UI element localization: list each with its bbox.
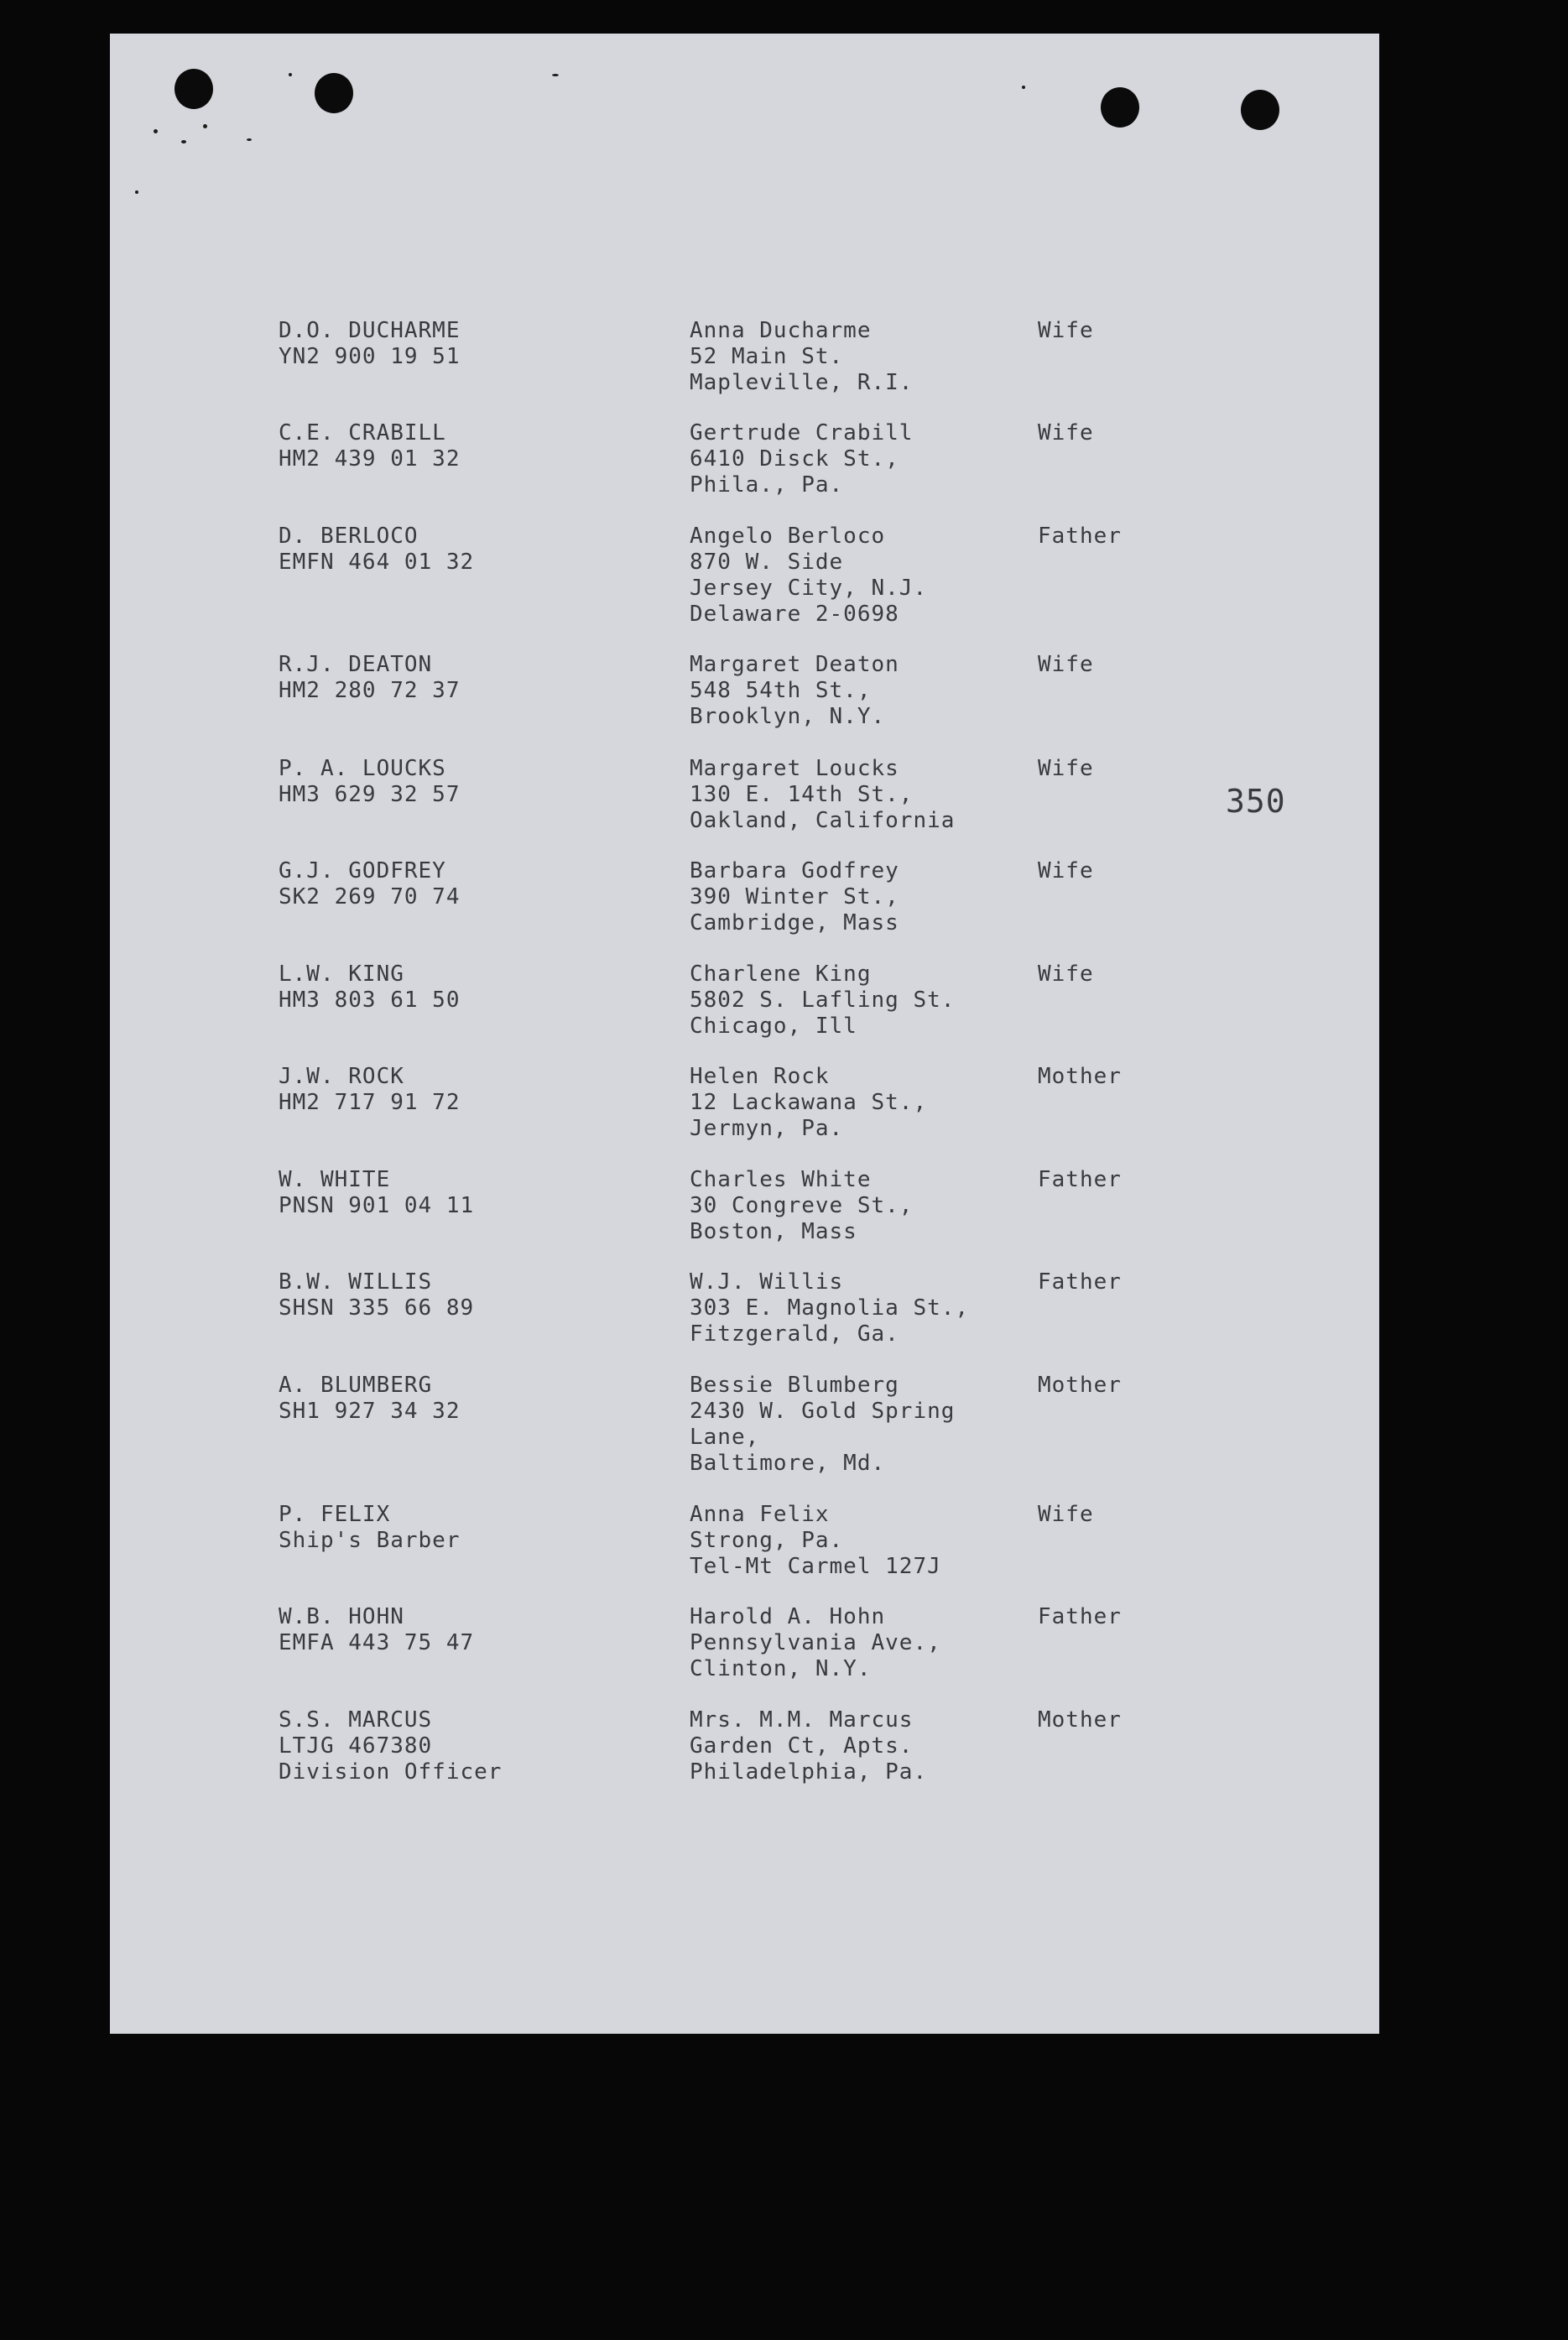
relationship-column — [1038, 756, 1094, 782]
paper-sheet — [110, 34, 1379, 2034]
next-of-kin-name: Mrs. M.M. Marcus — [690, 1707, 914, 1733]
next-of-kin-name: Margaret Loucks — [690, 756, 899, 781]
next-of-kin-name: Margaret Deaton — [690, 652, 899, 677]
sailor-rate-service-number: YN2 900 19 51 — [279, 344, 461, 369]
relationship-column — [1038, 962, 1094, 988]
relationship-column — [1038, 1373, 1122, 1399]
sailor-rate-service-number: HM2 439 01 32 — [279, 446, 461, 472]
sailor-rate-service-number: HM2 717 91 72 — [279, 1090, 461, 1115]
sailor-name: W. WHITE — [279, 1167, 391, 1192]
relationship: Wife — [1038, 652, 1094, 677]
next-of-kin-address-line: 12 Lackawana St., — [690, 1090, 928, 1115]
next-of-kin-address-line: Garden Ct, Apts. — [690, 1733, 914, 1759]
sailor-rate-service-number: SK2 269 70 74 — [279, 884, 461, 909]
punch-hole — [175, 69, 213, 109]
relationship: Wife — [1038, 1502, 1094, 1527]
relationship: Wife — [1038, 962, 1094, 987]
relationship: Wife — [1038, 858, 1094, 883]
next-of-kin-column — [690, 524, 927, 628]
relationship: Wife — [1038, 318, 1094, 343]
sailor-column — [279, 1707, 502, 1785]
relationship-column — [1038, 1167, 1122, 1193]
next-of-kin-column — [690, 318, 913, 396]
sailor-name: S.S. MARCUS — [279, 1707, 433, 1733]
sailor-column — [279, 1064, 461, 1116]
next-of-kin-column — [690, 420, 913, 498]
next-of-kin-address-line: Chicago, Ill — [690, 1014, 857, 1039]
sailor-column — [279, 1604, 474, 1656]
next-of-kin-address-line: Pennsylvania Ave., — [690, 1630, 941, 1655]
next-of-kin-address-line: Cambridge, Mass — [690, 910, 899, 935]
punch-hole — [315, 73, 353, 113]
next-of-kin-address-line: Brooklyn, N.Y. — [690, 704, 886, 729]
next-of-kin-column — [690, 756, 955, 834]
sailor-rate-service-number: LTJG 467380 — [279, 1733, 433, 1759]
sailor-name: D.O. DUCHARME — [279, 318, 461, 343]
relationship: Father — [1038, 1167, 1122, 1192]
next-of-kin-address-line: 548 54th St., — [690, 678, 872, 703]
next-of-kin-address-line: Delaware 2-0698 — [690, 602, 899, 627]
relationship-column — [1038, 420, 1094, 446]
sailor-name: R.J. DEATON — [279, 652, 433, 677]
next-of-kin-address-line: Strong, Pa. — [690, 1528, 844, 1553]
next-of-kin-name: Bessie Blumberg — [690, 1373, 899, 1398]
relationship: Father — [1038, 1269, 1122, 1295]
next-of-kin-name: Charlene King — [690, 962, 872, 987]
sailor-rate-service-number: EMFN 464 01 32 — [279, 550, 475, 575]
next-of-kin-column — [690, 858, 899, 936]
sailor-column — [279, 756, 461, 808]
next-of-kin-address-line: 303 E. Magnolia St., — [690, 1295, 970, 1321]
next-of-kin-address-line: 5802 S. Lafling St. — [690, 988, 956, 1013]
ink-speck — [247, 138, 252, 141]
next-of-kin-column — [690, 1707, 927, 1785]
next-of-kin-name: Barbara Godfrey — [690, 858, 899, 883]
next-of-kin-name: Angelo Berloco — [690, 524, 886, 549]
next-of-kin-name: Helen Rock — [690, 1064, 830, 1089]
relationship: Mother — [1038, 1707, 1122, 1733]
next-of-kin-column — [690, 1269, 969, 1347]
next-of-kin-name: Harold A. Hohn — [690, 1604, 886, 1629]
relationship-column — [1038, 652, 1094, 678]
sailor-column — [279, 1167, 474, 1219]
next-of-kin-address-line: Clinton, N.Y. — [690, 1656, 872, 1681]
sailor-rate-service-number: HM2 280 72 37 — [279, 678, 461, 703]
next-of-kin-name: Gertrude Crabill — [690, 420, 914, 446]
sailor-column — [279, 858, 461, 910]
ink-speck — [203, 124, 207, 128]
sailor-name: P. A. LOUCKS — [279, 756, 446, 781]
relationship: Mother — [1038, 1373, 1122, 1398]
sailor-name: G.J. GODFREY — [279, 858, 446, 883]
relationship-column — [1038, 318, 1094, 344]
relationship: Wife — [1038, 756, 1094, 781]
next-of-kin-name: Anna Felix — [690, 1502, 830, 1527]
sailor-rate-service-number: HM3 803 61 50 — [279, 988, 461, 1013]
ink-speck — [154, 129, 158, 133]
sailor-rate-service-number: HM3 629 32 57 — [279, 782, 461, 807]
sailor-column — [279, 1269, 474, 1321]
sailor-duty: Division Officer — [279, 1759, 503, 1785]
next-of-kin-address-line: 870 W. Side — [690, 550, 844, 575]
ink-speck — [1022, 86, 1025, 89]
next-of-kin-address-line: Fitzgerald, Ga. — [690, 1321, 899, 1347]
relationship: Mother — [1038, 1064, 1122, 1089]
next-of-kin-address-line: 2430 W. Gold Spring — [690, 1399, 956, 1424]
next-of-kin-address-line: 6410 Disck St., — [690, 446, 899, 472]
relationship-column — [1038, 858, 1094, 884]
next-of-kin-column — [690, 962, 955, 1040]
sailor-name: P. FELIX — [279, 1502, 391, 1527]
next-of-kin-column — [690, 1167, 913, 1245]
next-of-kin-column — [690, 1064, 927, 1142]
sailor-name: L.W. KING — [279, 962, 404, 987]
relationship-column — [1038, 1707, 1122, 1733]
sailor-name: B.W. WILLIS — [279, 1269, 433, 1295]
next-of-kin-address-line: Oakland, California — [690, 808, 956, 833]
ink-speck — [552, 74, 559, 76]
punch-hole — [1241, 90, 1279, 130]
sailor-name: C.E. CRABILL — [279, 420, 446, 446]
sailor-column — [279, 318, 461, 370]
sailor-rate-service-number: Ship's Barber — [279, 1528, 461, 1553]
sailor-column — [279, 1373, 461, 1425]
next-of-kin-address-line: Tel-Mt Carmel 127J — [690, 1554, 941, 1579]
relationship: Wife — [1038, 420, 1094, 446]
next-of-kin-address-line: Phila., Pa. — [690, 472, 844, 498]
next-of-kin-address-line: Mapleville, R.I. — [690, 370, 914, 395]
sailor-rate-service-number: PNSN 901 04 11 — [279, 1193, 475, 1218]
next-of-kin-address-line: Lane, — [690, 1425, 760, 1450]
sailor-rate-service-number: SH1 927 34 32 — [279, 1399, 461, 1424]
relationship-column — [1038, 1269, 1122, 1295]
next-of-kin-address-line: 30 Congreve St., — [690, 1193, 914, 1218]
sailor-column — [279, 962, 461, 1014]
next-of-kin-address-line: Jersey City, N.J. — [690, 576, 928, 601]
sailor-name: A. BLUMBERG — [279, 1373, 433, 1398]
next-of-kin-name: W.J. Willis — [690, 1269, 844, 1295]
next-of-kin-column — [690, 1373, 955, 1477]
sailor-column — [279, 524, 474, 576]
sailor-rate-service-number: EMFA 443 75 47 — [279, 1630, 475, 1655]
next-of-kin-column — [690, 1604, 941, 1682]
ink-speck — [135, 190, 138, 194]
next-of-kin-address-line: Baltimore, Md. — [690, 1451, 886, 1476]
next-of-kin-address-line: Philadelphia, Pa. — [690, 1759, 928, 1785]
next-of-kin-address-line: 130 E. 14th St., — [690, 782, 914, 807]
next-of-kin-address-line: 52 Main St. — [690, 344, 844, 369]
punch-hole — [1101, 87, 1139, 128]
sailor-name: J.W. ROCK — [279, 1064, 404, 1089]
next-of-kin-column — [690, 1502, 941, 1580]
next-of-kin-address-line: Jermyn, Pa. — [690, 1116, 844, 1141]
ink-speck — [181, 140, 186, 143]
next-of-kin-name: Anna Ducharme — [690, 318, 872, 343]
next-of-kin-column — [690, 652, 899, 730]
page-number: 350 — [1226, 783, 1286, 820]
sailor-name: W.B. HOHN — [279, 1604, 404, 1629]
sailor-rate-service-number: SHSN 335 66 89 — [279, 1295, 475, 1321]
sailor-name: D. BERLOCO — [279, 524, 419, 549]
relationship: Father — [1038, 1604, 1122, 1629]
relationship-column — [1038, 524, 1122, 550]
sailor-column — [279, 1502, 461, 1554]
ink-speck — [289, 73, 292, 76]
next-of-kin-name: Charles White — [690, 1167, 872, 1192]
relationship: Father — [1038, 524, 1122, 549]
next-of-kin-address-line: Boston, Mass — [690, 1219, 857, 1244]
next-of-kin-address-line: 390 Winter St., — [690, 884, 899, 909]
relationship-column — [1038, 1064, 1122, 1090]
relationship-column — [1038, 1502, 1094, 1528]
sailor-column — [279, 420, 461, 472]
sailor-column — [279, 652, 461, 704]
relationship-column — [1038, 1604, 1122, 1630]
